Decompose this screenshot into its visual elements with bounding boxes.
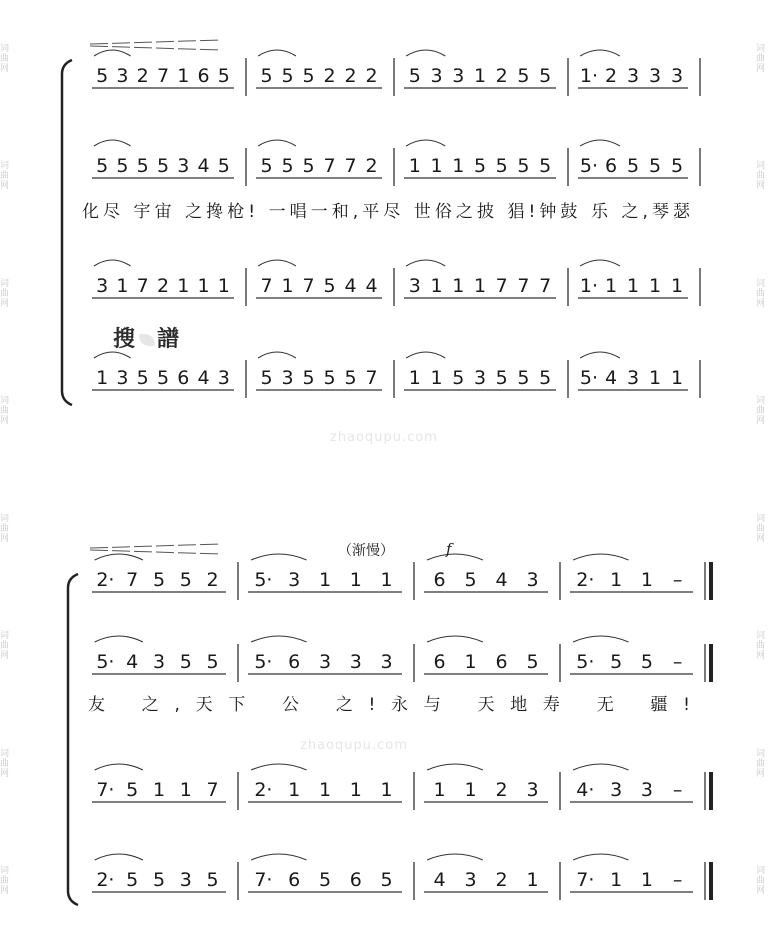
note: 1 <box>380 569 393 591</box>
note: 2 <box>495 65 508 87</box>
note: 5 <box>136 367 149 389</box>
slur-arc <box>573 764 628 770</box>
note: 3 <box>217 367 230 389</box>
note: 1 <box>670 367 684 389</box>
note: 1 <box>430 155 443 177</box>
note: 7· <box>96 779 115 801</box>
dynamic-hairpin <box>90 40 220 50</box>
note: 3 <box>473 367 487 389</box>
slur-arc <box>580 352 620 358</box>
note: 2 <box>156 275 170 297</box>
note: 5· <box>254 569 273 591</box>
note: 1 <box>116 275 129 297</box>
note: 4 <box>197 155 210 177</box>
note: 1 <box>177 275 190 297</box>
slur-arc <box>427 554 483 560</box>
note: 5 <box>260 367 273 389</box>
watermark-text: 词曲网 <box>0 866 10 897</box>
note: 5 <box>179 569 192 591</box>
slur-arc <box>258 140 296 146</box>
note: 2· <box>254 779 273 801</box>
note: 3 <box>648 65 662 87</box>
note: 1 <box>430 275 443 297</box>
note: 2 <box>604 65 618 87</box>
note: 1 <box>380 779 393 801</box>
note: 5· <box>579 155 599 177</box>
note: 5 <box>136 155 149 177</box>
note: 2· <box>96 569 115 591</box>
note: 5 <box>640 651 653 673</box>
note: 5 <box>302 155 315 177</box>
note: 4 <box>197 367 210 389</box>
note: 1 <box>197 275 210 297</box>
note: 3 <box>626 367 640 389</box>
note: 1 <box>452 155 465 177</box>
note: 3 <box>152 651 166 673</box>
note: 5 <box>260 65 273 87</box>
note: 2 <box>495 779 508 801</box>
note: 5 <box>344 367 357 389</box>
slur-arc <box>406 352 445 358</box>
slur-arc <box>406 50 445 56</box>
note: 4 <box>344 275 357 297</box>
note: 7· <box>254 869 273 891</box>
note: 5 <box>473 155 487 177</box>
note: 5 <box>318 869 332 891</box>
slur-arc <box>580 260 620 266</box>
watermark-text: 词曲网 <box>0 161 10 192</box>
note: 3 <box>670 65 684 87</box>
note: 1 <box>526 869 539 891</box>
note: 5 <box>217 155 230 177</box>
system-bracket <box>68 574 78 905</box>
slur-arc <box>94 260 131 266</box>
note: 4 <box>495 569 508 591</box>
note: 5 <box>96 65 109 87</box>
note: 3 <box>96 275 109 297</box>
note: 5 <box>281 155 294 177</box>
note: 3 <box>430 65 443 87</box>
note: 5 <box>217 65 230 87</box>
note: 1 <box>217 275 230 297</box>
note: 1 <box>670 275 684 297</box>
note: – <box>672 651 683 673</box>
site-logo <box>113 322 181 353</box>
watermark-text: 词曲网 <box>0 631 10 662</box>
note: 5 <box>152 869 166 891</box>
watermark-text: 词曲网 <box>0 43 10 74</box>
note: 5 <box>626 155 640 177</box>
slur-arc <box>580 140 620 146</box>
note: 5 <box>517 65 530 87</box>
note: 1 <box>610 869 623 891</box>
note: 5 <box>648 155 662 177</box>
watermark-text: 词曲网 <box>756 43 766 74</box>
note: 3 <box>349 651 362 673</box>
slur-arc <box>251 764 306 770</box>
tempo-marking: （渐慢） <box>338 543 394 559</box>
note: 2· <box>96 869 115 891</box>
faint-watermark: zhaoqupu.com <box>300 738 408 753</box>
note: 3 <box>526 779 539 801</box>
note: 1 <box>433 779 446 801</box>
note: 5 <box>517 155 530 177</box>
watermark-text: 词曲网 <box>756 278 766 309</box>
note: 5 <box>464 569 477 591</box>
slur-arc <box>251 554 306 560</box>
watermark-text: 词曲网 <box>756 631 766 662</box>
note: 2 <box>344 65 357 87</box>
note: 1 <box>452 275 465 297</box>
note: 2 <box>206 569 219 591</box>
leaf-icon <box>139 334 155 346</box>
note: 5 <box>539 367 552 389</box>
note: 6 <box>433 651 446 673</box>
note: 1 <box>349 569 362 591</box>
watermark-text: 词曲网 <box>0 748 10 779</box>
note: – <box>672 869 683 891</box>
watermark-text: 词曲网 <box>0 513 10 544</box>
note: 4 <box>126 651 139 673</box>
note: 1 <box>349 779 362 801</box>
note: 5 <box>539 65 552 87</box>
slur-arc <box>427 636 483 642</box>
note: 1 <box>152 779 166 801</box>
faint-watermark: zhaoqupu.com <box>330 430 438 445</box>
note: 3 <box>408 275 421 297</box>
note: 4 <box>604 367 618 389</box>
watermark-text: 词曲网 <box>756 396 766 427</box>
note: 3 <box>318 651 332 673</box>
slur-arc <box>258 352 296 358</box>
note: 5 <box>610 651 623 673</box>
note: 1 <box>626 275 640 297</box>
slur-arc <box>427 764 483 770</box>
note: 5 <box>302 367 315 389</box>
note: 1 <box>288 779 301 801</box>
note: 1 <box>648 275 662 297</box>
note: 6 <box>177 367 190 389</box>
note: 2 <box>495 869 508 891</box>
note: 3 <box>464 869 477 891</box>
watermark-text: 词曲网 <box>756 748 766 779</box>
note: 3 <box>177 155 190 177</box>
note: 5 <box>96 155 109 177</box>
note: 7 <box>136 275 149 297</box>
note: 1 <box>179 779 192 801</box>
note: 5 <box>323 275 336 297</box>
note: 1 <box>281 275 294 297</box>
note: 1· <box>579 65 599 87</box>
note: 1 <box>604 275 618 297</box>
note: 1 <box>464 651 477 673</box>
note: 1· <box>579 275 599 297</box>
note: 5 <box>452 367 465 389</box>
note: 5 <box>539 155 552 177</box>
note: 5· <box>254 651 273 673</box>
note: 4 <box>433 869 446 891</box>
note: 5 <box>380 869 393 891</box>
note: 5 <box>302 65 315 87</box>
slur-arc <box>251 854 306 860</box>
note: 3 <box>281 367 294 389</box>
note: 5 <box>156 367 170 389</box>
note: 7 <box>344 155 357 177</box>
note: 5· <box>579 367 599 389</box>
slur-arc <box>94 140 131 146</box>
note: 2· <box>576 569 595 591</box>
note: 5 <box>206 869 219 891</box>
system-bracket <box>62 60 72 405</box>
slur-arc <box>258 260 296 266</box>
note: 7 <box>126 569 139 591</box>
note: – <box>672 779 683 801</box>
note: 2 <box>365 155 378 177</box>
note: 6 <box>433 569 446 591</box>
logo-text-left: 搜 <box>113 327 138 352</box>
note: 5 <box>152 569 166 591</box>
slur-arc <box>95 554 143 560</box>
note: 5 <box>126 869 139 891</box>
logo-text-right: 譜 <box>157 327 182 352</box>
slur-arc <box>95 636 143 642</box>
note: 7 <box>539 275 552 297</box>
note: 1 <box>610 569 623 591</box>
note: 3 <box>288 569 301 591</box>
note: 5 <box>116 155 129 177</box>
note: 3 <box>116 65 129 87</box>
watermark-text: 词曲网 <box>0 278 10 309</box>
note: 5 <box>260 155 273 177</box>
slur-arc <box>573 636 628 642</box>
note: 6 <box>197 65 210 87</box>
note: 6 <box>288 651 301 673</box>
slur-arc <box>580 50 620 56</box>
watermark-text: 词曲网 <box>756 513 766 544</box>
note: 7 <box>156 65 170 87</box>
note: 1 <box>464 779 477 801</box>
note: 1 <box>430 367 443 389</box>
note: 7 <box>495 275 508 297</box>
note: 3 <box>380 651 393 673</box>
note: 5 <box>670 155 684 177</box>
note: 6 <box>349 869 362 891</box>
note: 3 <box>526 569 539 591</box>
note: 6 <box>495 651 508 673</box>
slur-arc <box>94 50 131 56</box>
note: 5 <box>323 367 336 389</box>
note: 3 <box>116 367 129 389</box>
note: 5 <box>206 651 219 673</box>
note: 5 <box>408 65 421 87</box>
note: 1 <box>318 779 332 801</box>
note: 5 <box>156 155 170 177</box>
note: 5· <box>96 651 115 673</box>
note: 1 <box>473 65 487 87</box>
note: 1 <box>318 569 332 591</box>
dynamic-hairpin <box>90 544 220 554</box>
note: 7 <box>302 275 315 297</box>
note: 5 <box>517 367 530 389</box>
note: 5 <box>495 155 508 177</box>
note: 3 <box>452 65 465 87</box>
note: 2 <box>136 65 149 87</box>
slur-arc <box>95 854 143 860</box>
watermark-text: 词曲网 <box>756 866 766 897</box>
dynamic-marking: f <box>446 540 452 558</box>
note: 1 <box>640 569 653 591</box>
note: 7 <box>517 275 530 297</box>
note: 4 <box>365 275 378 297</box>
slur-arc <box>95 764 143 770</box>
note: 6 <box>604 155 618 177</box>
note: 1 <box>408 155 421 177</box>
note: 5 <box>526 651 539 673</box>
note: 1 <box>177 65 190 87</box>
note: 7 <box>365 367 378 389</box>
note: 1 <box>473 275 487 297</box>
note: 4· <box>576 779 595 801</box>
note: 7 <box>260 275 273 297</box>
slur-arc <box>427 854 483 860</box>
watermark-text: 词曲网 <box>0 396 10 427</box>
note: 5 <box>179 651 192 673</box>
note: 3 <box>640 779 653 801</box>
note: 1 <box>640 869 653 891</box>
note: 2 <box>365 65 378 87</box>
lyrics-line: 友 之,天下 公 之!永与 天地寿 无 疆! <box>88 695 691 715</box>
slur-arc <box>573 854 628 860</box>
note: 5 <box>126 779 139 801</box>
note: 2 <box>323 65 336 87</box>
note: 7· <box>576 869 595 891</box>
slur-arc <box>251 636 306 642</box>
note: 1 <box>96 367 109 389</box>
note: 3 <box>610 779 623 801</box>
slur-arc <box>406 260 445 266</box>
note: 5 <box>281 65 294 87</box>
note: 3 <box>179 869 192 891</box>
note: – <box>672 569 683 591</box>
slur-arc <box>406 140 445 146</box>
lyrics-line: 化尽 宇宙 之搀枪! 一唱一和,平尽 世俗之披 猖!钟鼓 乐 之,琴瑟 <box>82 202 690 222</box>
note: 5· <box>576 651 595 673</box>
slur-arc <box>258 50 296 56</box>
watermark-text: 词曲网 <box>756 161 766 192</box>
note: 6 <box>288 869 301 891</box>
slur-arc <box>573 554 628 560</box>
note: 7 <box>206 779 219 801</box>
note: 3 <box>626 65 640 87</box>
note: 7 <box>323 155 336 177</box>
note: 1 <box>408 367 421 389</box>
note: 1 <box>648 367 662 389</box>
note: 5 <box>495 367 508 389</box>
